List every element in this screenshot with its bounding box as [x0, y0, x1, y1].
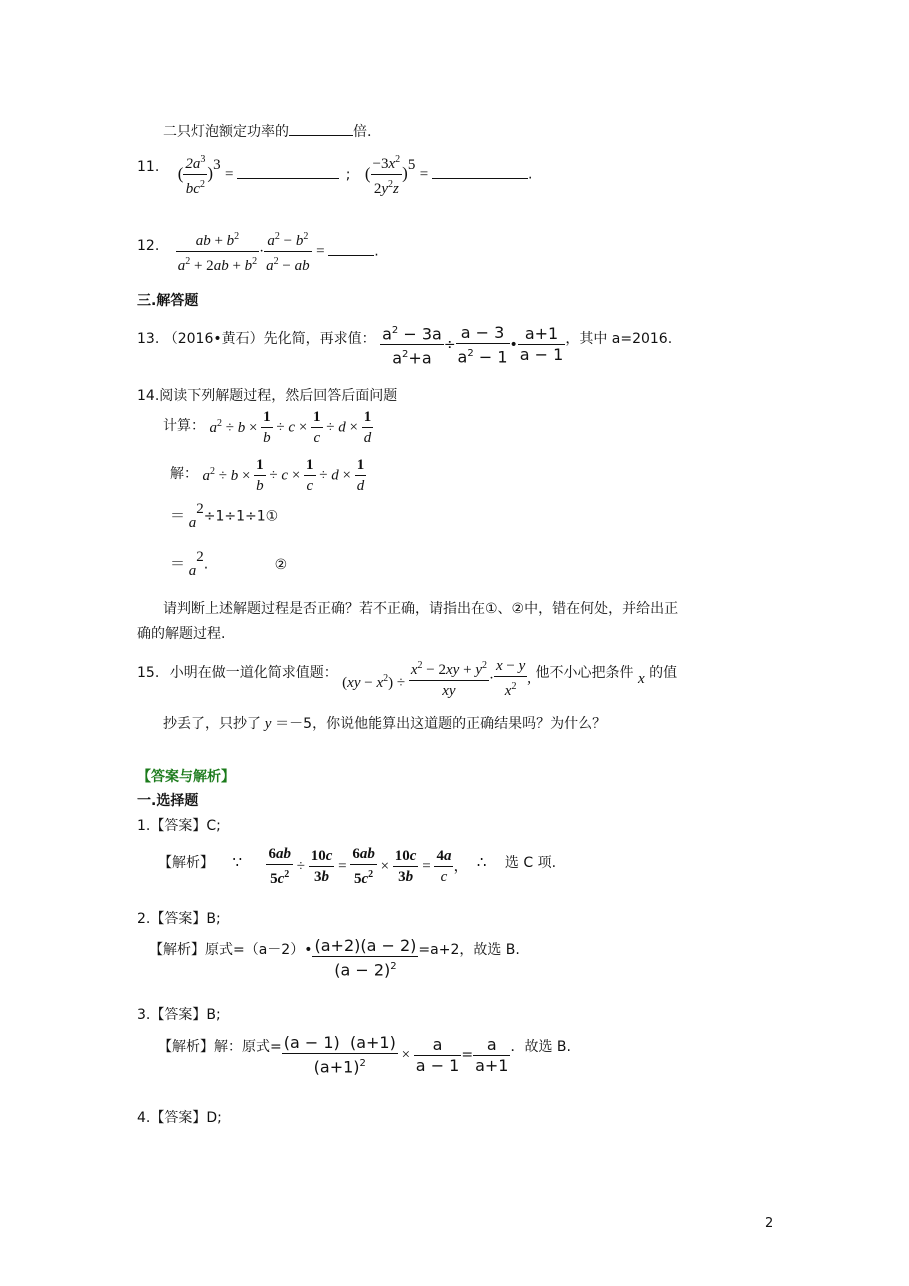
q10-tail-text: 二只灯泡额定功率的	[163, 124, 289, 140]
fraction: $\frac{10c}{3b}$	[394, 848, 417, 885]
answer-3-explanation: 【解析】解：原式= $\frac{(a - 1) (a+1)}{(a+1)^2}$ × $\frac{a}{a - 1}$ = $\frac{a}{a+1}$ ．故选 B.	[158, 1033, 571, 1077]
q15-line2: 抄丢了，只抄了 y ＝－5，你说他能算出这道题的正确结果吗？为什么？	[163, 716, 607, 732]
jx-text: 【解析】解：原式=	[158, 1039, 282, 1056]
question-number: 12.	[137, 237, 160, 254]
fraction: $\frac{1}{c}$	[313, 409, 321, 446]
fraction: $\frac{a}{a+1}$	[475, 1034, 509, 1075]
fraction: $\frac{a^2 - b^2}{a^2 - ab}$	[264, 228, 311, 275]
question-15: 15. 小明在做一道化简求值题： $(xy - x^2)$ ÷ $\frac{x^2 - 2xy + y^2}{xy}$ · $\frac{x - y}{x^2}$ , 他不小心把条件 x 的值	[137, 658, 678, 699]
fraction: $\frac{a+1}{a - 1}$	[519, 324, 564, 365]
section-title: 三.解答题	[137, 293, 199, 309]
fraction: $\frac{a^2 - 3a}{a^2+a}$	[380, 322, 444, 368]
answers-section-title: 一.选择题	[137, 793, 199, 809]
answer-blank	[432, 164, 528, 179]
answer-2-explanation	[149, 937, 520, 979]
fraction: $\frac{6ab}{5c^2}$	[268, 846, 291, 887]
step2-text: .	[203, 556, 209, 573]
question-tail: ，其中 a=2016.	[565, 330, 673, 347]
fraction: $\frac{2a^3}{bc^2}$	[183, 151, 207, 198]
q10-tail-suffix: 倍.	[353, 124, 372, 140]
q14-solve: 解： $a^2 \div b$ × $\frac{1}{b}$ ÷ c × $\frac{1}{c}$ ÷ d × $\frac{1}{d}$	[170, 457, 365, 494]
q14-step1: ＝ $a^2\div 1\div 1\div 1①$	[170, 501, 279, 531]
answer-2-tail: =a+2，故选 B.	[418, 942, 520, 959]
step2-circle: ②	[274, 556, 288, 573]
page-number: 2	[765, 1216, 774, 1231]
question-text: 阅读下列解题过程，然后回答后面问题	[159, 388, 398, 404]
separator: ;	[345, 166, 351, 183]
compute-label: 计算：	[163, 417, 205, 434]
fraction: $\frac{-3x^2}{2y^2z}$	[371, 151, 403, 198]
answer-3-label: 3.【答案】B;	[137, 1007, 221, 1023]
q14-step2: ＝ $a^2$. ②	[170, 549, 288, 579]
q15-line2-a: 抄丢了，只抄了	[163, 716, 261, 732]
question-number: 11.	[137, 158, 160, 175]
question-14	[137, 385, 397, 405]
fraction: $\frac{a - 3}{a^2 - 1}$	[457, 322, 508, 366]
fraction: $\frac{x - y}{x^2}$	[495, 658, 526, 699]
fraction: $\frac{1}{b}$	[256, 457, 264, 494]
fraction: $\frac{x^2 - 2xy + y^2}{xy}$	[409, 657, 489, 700]
therefore-symbol: ∴	[476, 854, 487, 871]
end-mark: .	[374, 243, 379, 260]
fraction: $\frac{1}{c}$	[306, 457, 314, 494]
fraction: $\frac{(a+2)(a - 2)}{(a - 2)^2}$	[314, 936, 417, 980]
answer-blank	[328, 241, 374, 256]
answers-header: 【答案与解析】	[137, 769, 235, 785]
q14-prompt-1: 请判断上述解题过程是否正确？若不正确，请指出在①、②中，错在何处，并给出正	[163, 601, 679, 617]
fraction: $\frac{ab + b^2}{a^2 + 2ab + b^2}$	[176, 228, 259, 275]
q10-tail-line	[163, 121, 371, 141]
jx-label: 【解析】	[158, 854, 214, 871]
question-13: 13. （2016•黄石）先化简，再求值： $\frac{a^2 - 3a}{a^2+a}$ ÷ $\frac{a - 3}{a^2 - 1}$ • $\frac{a+1}{a - 1}$ ，其中 a=2016.	[137, 322, 673, 368]
q15-line2-b: ＝－5，你说他能算出这道题的正确结果吗？为什么？	[275, 716, 607, 732]
q15-text-c: 的值	[649, 664, 678, 681]
because-symbol: ∵	[232, 854, 242, 871]
q15-text-a: 小明在做一道化简求值题：	[169, 664, 338, 681]
answer-4-label: 4.【答案】D;	[137, 1110, 222, 1126]
question-source: （2016•黄石）先化简，再求值：	[163, 330, 376, 347]
q14-compute: 计算： $a^2 \div b$ × $\frac{1}{b}$ ÷ c × $\frac{1}{c}$ ÷ d × $\frac{1}{d}$	[163, 409, 372, 446]
fraction: $\frac{(a - 1) (a+1)}{(a+1)^2}$	[283, 1033, 396, 1077]
q15-text-b: 他不小心把条件	[535, 664, 634, 681]
solve-label: 解：	[170, 465, 198, 482]
jx-text: 【解析】原式=（a－2）•	[149, 942, 313, 959]
question-12: 12. $\frac{ab + b^2}{a^2 + 2ab + b^2}$ · $\frac{a^2 - b^2}{a^2 - ab}$ = .	[137, 228, 379, 275]
answer-blank	[237, 164, 339, 179]
fraction: $\frac{1}{d}$	[356, 457, 365, 494]
question-number: 14.	[137, 388, 160, 404]
fraction: $\frac{4a}{c}$	[436, 848, 452, 885]
answer-1-tail: 选 C 项.	[504, 854, 557, 871]
fraction: $\frac{10c}{3b}$	[310, 848, 333, 885]
step1-text: ÷1÷1÷1①	[203, 508, 279, 525]
q14-prompt-2: 确的解题过程.	[137, 626, 226, 642]
answer-2-label: 2.【答案】B;	[137, 911, 221, 927]
answer-3-tail: ．故选 B.	[510, 1039, 571, 1056]
answer-blank	[289, 121, 353, 136]
fraction: $\frac{1}{b}$	[263, 409, 271, 446]
question-number: 13.	[137, 330, 160, 347]
fraction: $\frac{1}{d}$	[363, 409, 372, 446]
question-11: 11. ( $\frac{2a^3}{bc^2}$ )$^3$ = ; ( $\frac{-3x^2}{2y^2z}$ )$^5$ = .	[137, 151, 532, 198]
answer-1-label: 1.【答案】C;	[137, 818, 221, 834]
fraction: $\frac{a}{a - 1}$	[415, 1034, 460, 1075]
answer-1-explanation: 【解析】 ∵ $\frac{6ab}{5c^2}$ ÷ $\frac{10c}{3b}$ = $\frac{6ab}{5c^2}$ × $\frac{10c}{3b}$ = $\frac{4a}{c}$ ， ∴ 选 C 项.	[158, 846, 557, 887]
fraction: $\frac{6ab}{5c^2}$	[352, 846, 375, 887]
question-number: 15.	[137, 664, 160, 681]
end-mark: .	[528, 166, 533, 183]
